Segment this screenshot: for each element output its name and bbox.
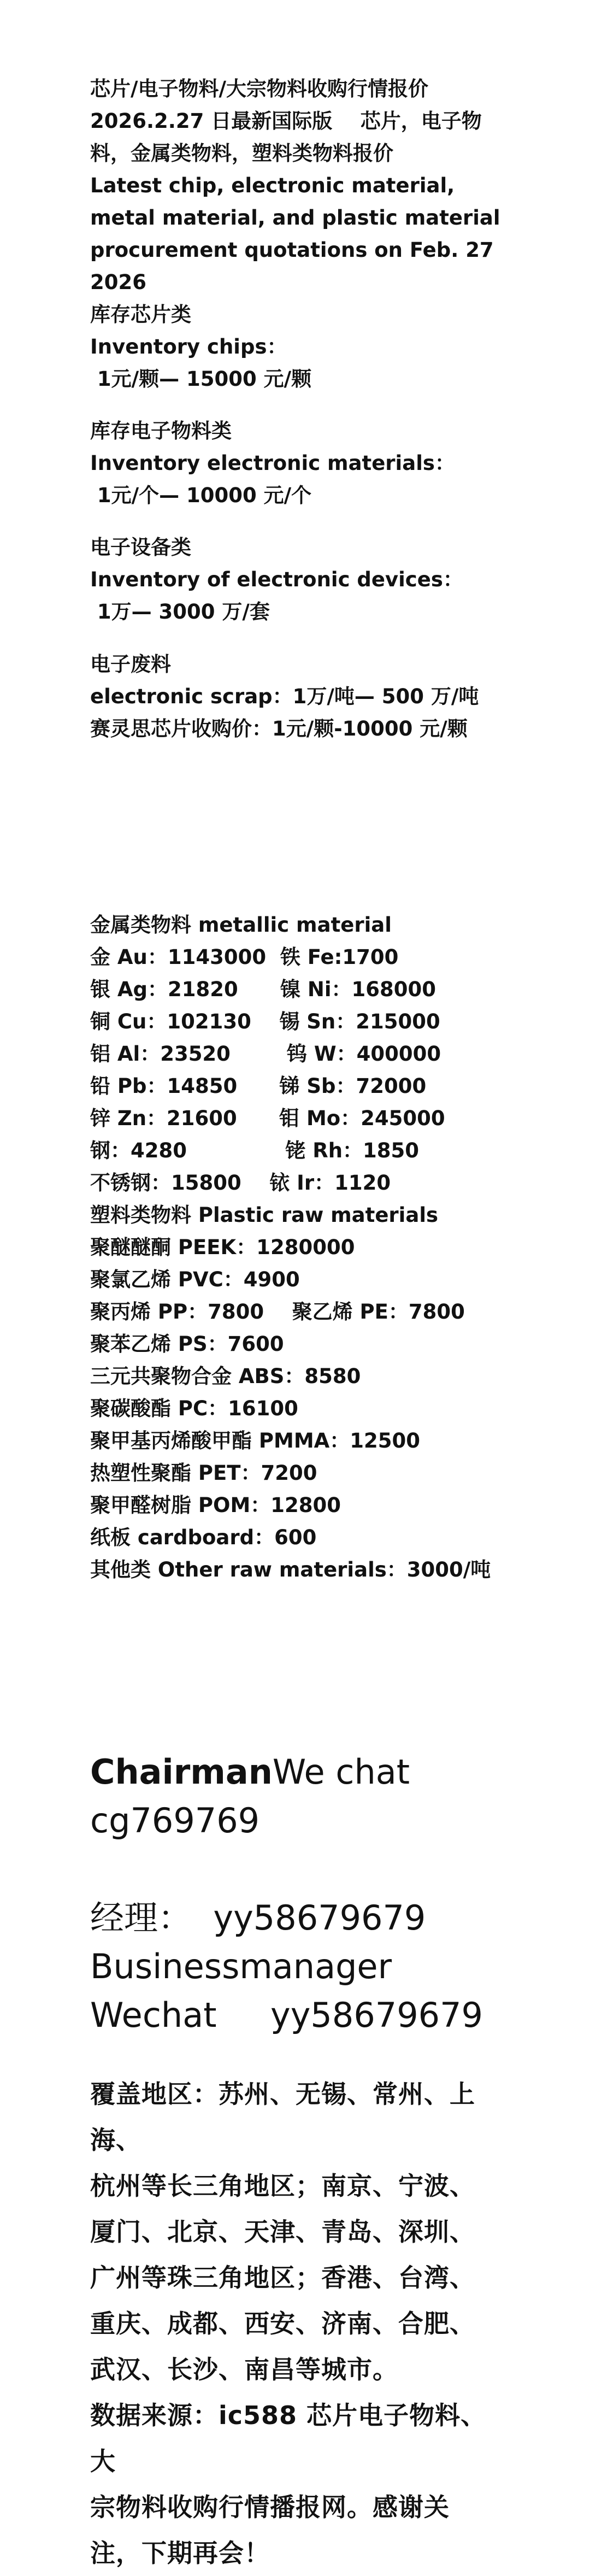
plastic-row: 聚苯乙烯 PS：7600 [90, 1332, 284, 1356]
manager-line: 经理： yy58679679 [90, 1898, 426, 1938]
title-line: procurement quotations on Feb. 27 [90, 238, 494, 262]
section-heading-cn: 库存电子物料类 [90, 419, 232, 443]
chairman-label: Chairman [90, 1752, 273, 1792]
metal-row: 银 Ag：21820 镍 Ni：168000 [90, 978, 436, 1001]
footer-line: 覆盖地区：苏州、无锡、常州、上海、 [90, 2079, 475, 2155]
footer-line: 厦门、北京、天津、青岛、深圳、 [90, 2217, 475, 2246]
price-range: 1万— 3000 万/套 [90, 600, 270, 624]
scrap-price: electronic scrap：1万/吨— 500 万/吨 [90, 685, 479, 708]
contact-section [90, 1748, 505, 2039]
section-heading-en: Inventory chips： [90, 335, 287, 358]
inventory-electronic-materials-section [90, 415, 505, 511]
title-line: metal material, and plastic material [90, 206, 500, 230]
manager-wechat: Wechat yy58679679 [90, 1995, 483, 2035]
chairman-line [90, 1748, 505, 1796]
price-range: 1元/颗— 15000 元/颗 [90, 367, 312, 391]
title-line: 芯片/电子物料/大宗物料收购行情报价 [90, 77, 429, 101]
footer-line: 武汉、长沙、南昌等城市。 [90, 2355, 398, 2384]
footer-line: 数据来源：ic588 芯片电子物料、大 [90, 2401, 487, 2476]
footer-line: 广州等珠三角地区；香港、台湾、 [90, 2263, 475, 2292]
section-heading-en: Inventory of electronic devices： [90, 568, 463, 591]
metal-heading: 金属类物料 metallic material [90, 913, 392, 937]
metal-row: 铅 Pb：14850 锑 Sb：72000 [90, 1074, 427, 1098]
chairman-wechat-label: We chat [272, 1752, 410, 1792]
plastic-row: 聚醚醚酮 PEEK：1280000 [90, 1236, 355, 1259]
title-line: 2026 [90, 270, 146, 294]
footer-line: 宗物料收购行情播报网。感谢关 [90, 2492, 450, 2522]
electronic-scrap-section [90, 648, 505, 745]
plastic-heading: 塑料类物料 Plastic raw materials [90, 1203, 439, 1227]
metal-row: 金 Au：1143000 铁 Fe:1700 [90, 945, 399, 969]
xilinx-price: 赛灵思芯片收购价：1元/颗-10000 元/颗 [90, 717, 468, 740]
plastic-row: 聚碳酸酯 PC：16100 [90, 1397, 298, 1420]
section-heading-cn: 电子设备类 [90, 536, 191, 559]
plastic-row: 聚氯乙烯 PVC：4900 [90, 1268, 300, 1291]
plastic-row: 热塑性聚酯 PET：7200 [90, 1461, 317, 1485]
plastic-row: 纸板 cardboard：600 [90, 1526, 317, 1549]
section-heading-cn: 电子废料 [90, 652, 171, 676]
footer-coverage [90, 2071, 505, 2576]
metal-row: 铝 Al：23520 钨 W：400000 [90, 1042, 441, 1066]
metal-row: 锌 Zn：21600 钼 Mo：245000 [90, 1107, 445, 1130]
metal-row: 铜 Cu：102130 锡 Sn：215000 [90, 1010, 440, 1033]
footer-line: 重庆、成都、西安、济南、合肥、 [90, 2309, 475, 2338]
footer-line: 杭州等长三角地区；南京、宁波、 [90, 2171, 475, 2201]
metal-row: 钢：4280 铑 Rh：1850 [90, 1139, 420, 1162]
metal-material-section [90, 909, 505, 1586]
metal-row: 不锈钢：15800 铱 Ir：1120 [90, 1171, 391, 1195]
price-range: 1元/个— 10000 元/个 [90, 484, 312, 507]
plastic-row: 其他类 Other raw materials：3000/吨 [90, 1558, 491, 1581]
plastic-row: 聚丙烯 PP：7800 聚乙烯 PE：7800 [90, 1300, 465, 1324]
plastic-row: 三元共聚物合金 ABS：8580 [90, 1365, 361, 1388]
inventory-electronic-devices-section [90, 531, 505, 628]
plastic-row: 聚甲基丙烯酸甲酯 PMMA：12500 [90, 1429, 420, 1452]
title-line: 2026.2.27 日最新国际版 芯片，电子物 [90, 109, 482, 133]
header-title [90, 73, 505, 298]
section-heading-cn: 库存芯片类 [90, 303, 191, 326]
title-line: 料，金属类物料，塑料类物料报价 [90, 142, 393, 165]
inventory-chips-section [90, 298, 505, 395]
title-line: Latest chip, electronic material, [90, 174, 455, 197]
footer-line: 注，下期再会！ [90, 2538, 270, 2568]
plastic-row: 聚甲醛树脂 POM：12800 [90, 1493, 341, 1517]
section-heading-en: Inventory electronic materials： [90, 451, 455, 475]
manager-title-en: Businessmanager [90, 1946, 392, 1986]
chairman-wechat-id: cg769769 [90, 1801, 260, 1840]
